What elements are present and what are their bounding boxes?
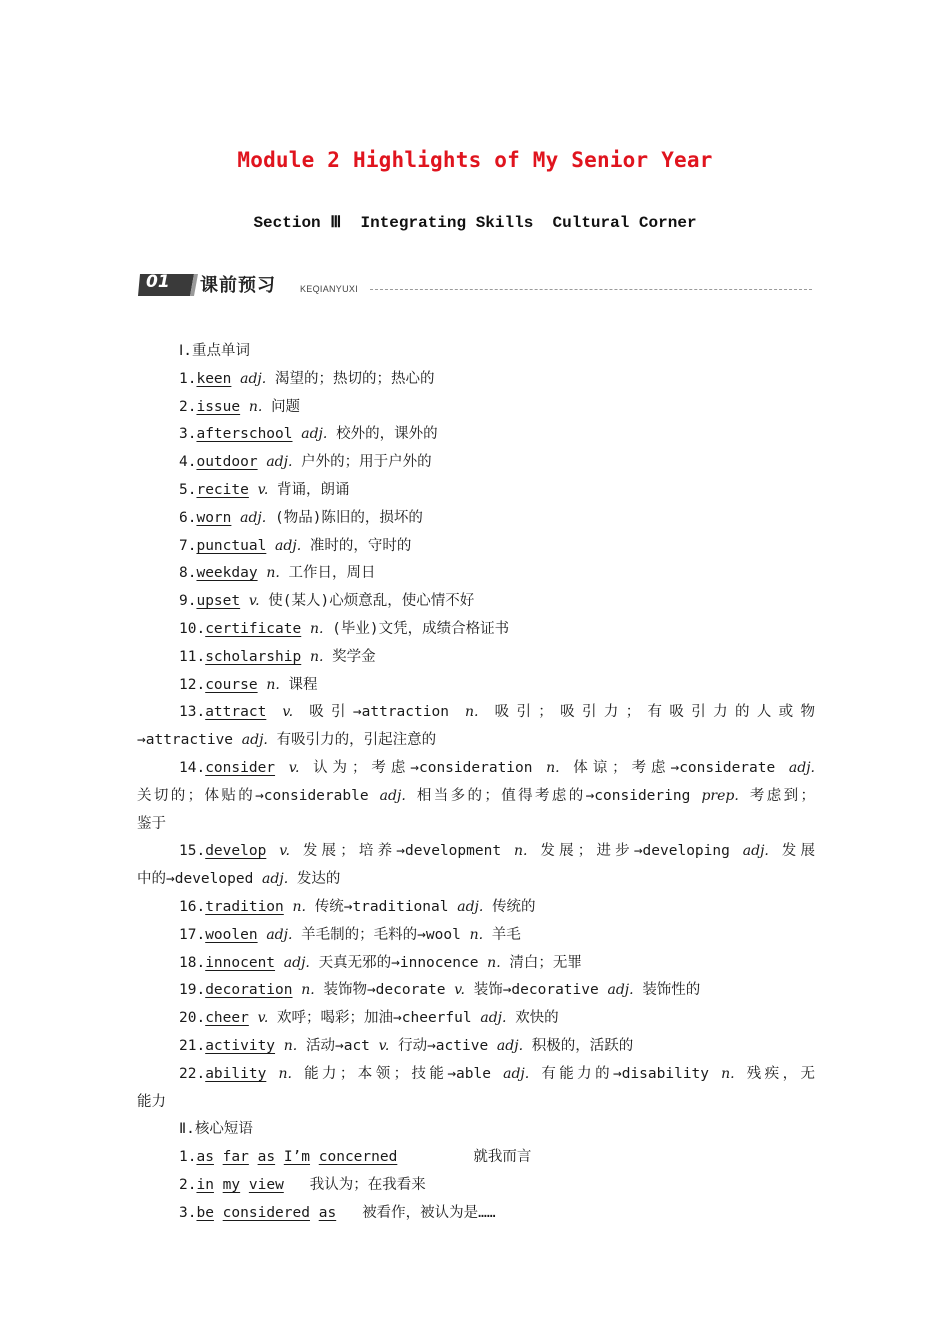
list-item: 9.upset v. 使(某人)心烦意乱，使心情不好 bbox=[179, 593, 475, 610]
phrase-item: 2.in my view 我认为；在我看来 bbox=[179, 1176, 426, 1193]
list-item: 14.consider v. 认为；考虑→consideration n. 体谅；考虑→considerate adj. bbox=[179, 759, 816, 776]
list-item: 5.recite v. 背诵，朗诵 bbox=[179, 481, 350, 498]
list-item: 17.woolen adj. 羊毛制的；毛料的→wool n. 羊毛 bbox=[179, 926, 521, 943]
section-subtitle: Section Ⅲ Integrating Skills Cultural Corner bbox=[253, 214, 697, 232]
list-item-continued: 中的→developed adj. 发达的 bbox=[137, 871, 341, 888]
section-heading: Ⅱ.核心短语 bbox=[179, 1121, 253, 1138]
list-item: 8.weekday n. 工作日，周日 bbox=[179, 565, 376, 582]
list-item: 20.cheer v. 欢呼；喝彩；加油→cheerful adj. 欢快的 bbox=[179, 1010, 559, 1027]
phrase-item: 3.be considered as 被看作，被认为是…… bbox=[179, 1204, 496, 1221]
banner-subtitle: KEQIANYUXI bbox=[300, 284, 359, 294]
list-item: 15.develop v. 发展；培养→development n. 发展；进步→developing adj. 发展 bbox=[179, 843, 815, 860]
list-item: 3.afterschool adj. 校外的，课外的 bbox=[179, 426, 438, 443]
list-item: 12.course n. 课程 bbox=[179, 676, 318, 693]
list-item: 21.activity n. 活动→act v. 行动→active adj. 积极的，活跃的 bbox=[179, 1037, 634, 1054]
list-item: 22.ability n. 能力；本领；技能→able adj. 有能力的→disability n. 残疾，无 bbox=[179, 1065, 815, 1082]
banner-divider bbox=[370, 289, 812, 290]
list-item: 13.attract v. 吸引→attraction n. 吸引；吸引力；有吸引力的人或物 bbox=[179, 704, 816, 721]
list-item: 7.punctual adj. 准时的，守时的 bbox=[179, 537, 412, 554]
list-item: 18.innocent adj. 天真无邪的→innocence n. 清白；无罪 bbox=[179, 954, 582, 971]
section-heading: Ⅰ.重点单词 bbox=[179, 343, 251, 359]
list-item: 11.scholarship n. 奖学金 bbox=[179, 648, 376, 665]
list-item-continued: 关切的；体贴的→considerable adj. 相当多的；值得考虑的→considering prep. 考虑到； bbox=[137, 787, 816, 804]
list-item: 16.tradition n. 传统→traditional adj. 传统的 bbox=[179, 898, 536, 915]
list-item: 19.decoration n. 装饰物→decorate v. 装饰→decorative adj. 装饰性的 bbox=[179, 982, 701, 999]
banner-title: 课前预习 bbox=[200, 275, 276, 296]
list-item: 1.keen adj. 渴望的；热切的；热心的 bbox=[179, 370, 435, 387]
list-item: 2.issue n. 问题 bbox=[179, 398, 301, 415]
list-item: 4.outdoor adj. 户外的；用于户外的 bbox=[179, 454, 432, 471]
banner-number: 01 bbox=[146, 272, 170, 292]
section-banner bbox=[138, 268, 812, 300]
list-item: 10.certificate n. (毕业)文凭，成绩合格证书 bbox=[179, 620, 510, 637]
phrase-item: 1.as far as I’m concerned 就我而言 bbox=[179, 1149, 532, 1166]
page-title: Module 2 Highlights of My Senior Year bbox=[237, 148, 713, 172]
vocab-content bbox=[137, 338, 815, 1228]
list-item-continued: 能力 bbox=[137, 1093, 166, 1110]
list-item: 6.worn adj. (物品)陈旧的，损坏的 bbox=[179, 509, 423, 526]
list-item-continued: →attractive adj. 有吸引力的，引起注意的 bbox=[137, 732, 437, 749]
list-item-continued: 鉴于 bbox=[137, 815, 166, 832]
